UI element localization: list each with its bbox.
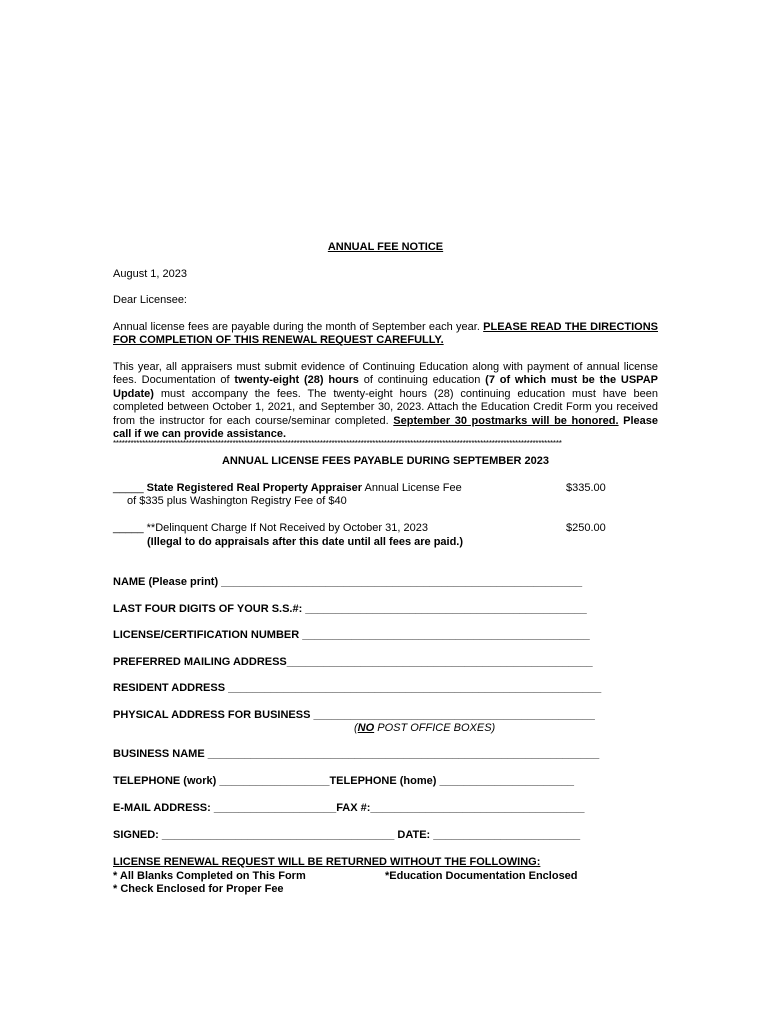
po-no: NO — [357, 722, 375, 734]
star-separator: ********************************************************************************************************************************************************** — [113, 440, 562, 446]
name-field[interactable]: NAME (Please print) ___________________________________________________________ — [113, 576, 583, 588]
fee-blank: _____ — [113, 482, 147, 494]
ssn-field[interactable]: LAST FOUR DIGITS OF YOUR S.S.#: ______________________________________________ — [113, 603, 587, 615]
resident-address-field[interactable]: RESIDENT ADDRESS _____________________________________________________________ — [113, 682, 602, 694]
fee-blank: _____ — [113, 522, 147, 534]
return-warning-heading: LICENSE RENEWAL REQUEST WILL BE RETURNED WITHOUT THE FOLLOWING: — [113, 856, 541, 868]
ce-text-1: This year, all appraisers must submit evidence of Continuing Education along with payment of annual license fees. Documentation of — [113, 361, 658, 387]
read-directions-warning: PLEASE READ THE DIRECTIONS FOR COMPLETION OF THIS RENEWAL REQUEST CAREFULLY. — [113, 321, 659, 347]
fee-item-registered — [113, 482, 462, 495]
requirement-check: * Check Enclosed for Proper Fee — [113, 883, 284, 895]
physical-address-field[interactable]: PHYSICAL ADDRESS FOR BUSINESS ______________________________________________ — [113, 709, 595, 721]
paragraph-continuing-education — [113, 361, 658, 441]
po-box-note — [354, 722, 495, 735]
po-text: POST OFFICE BOXES) — [374, 722, 496, 734]
license-number-field[interactable]: LICENSE/CERTIFICATION NUMBER _______________________________________________ — [113, 629, 590, 641]
requirement-blanks: * All Blanks Completed on This Form — [113, 870, 306, 882]
salutation: Dear Licensee: — [113, 294, 187, 306]
po-paren: ( — [354, 722, 358, 734]
assistance-note: Please call if we can provide assistance. — [113, 414, 658, 441]
business-name-field[interactable]: BUSINESS NAME ________________________________________________________________ — [113, 748, 600, 760]
fee-item-delinquent-sub: (Illegal to do appraisals after this date until all fees are paid.) — [147, 536, 464, 548]
fee-notice-page — [113, 0, 658, 1024]
ce-text-3: must accompany the fees. The twenty-eight hours (28) continuing education must have been completed between October 1, 2021, and September 30, 2023. Attach the Education Credit Form you received from the instructor for each course/seminar completed. — [113, 387, 658, 427]
fee-label: Annual License Fee — [362, 482, 462, 494]
email-fax-field[interactable]: E-MAIL ADDRESS: ____________________FAX #:___________________________________ — [113, 802, 585, 814]
fee-amount-registered: $335.00 — [566, 482, 606, 494]
fee-item-delinquent — [113, 522, 428, 535]
telephone-field[interactable]: TELEPHONE (work) __________________TELEPHONE (home) ______________________ — [113, 775, 575, 787]
signature-date-field[interactable]: SIGNED: ______________________________________ DATE: ________________________ — [113, 829, 581, 841]
postmark-note: September 30 postmarks will be honored. — [393, 414, 619, 427]
paragraph-payable-text: Annual license fees are payable during the month of September each year. — [113, 321, 484, 333]
requirement-education: *Education Documentation Enclosed — [385, 870, 578, 882]
notice-date: August 1, 2023 — [113, 268, 188, 280]
notice-title: ANNUAL FEE NOTICE — [327, 241, 444, 253]
ce-hours: twenty-eight (28) hours — [234, 374, 359, 387]
ce-uspap: (7 of which must be the USPAP Update) — [113, 374, 658, 400]
mailing-address-field[interactable]: PREFERRED MAILING ADDRESS__________________________________________________ — [113, 656, 593, 668]
fee-label: **Delinquent Charge If Not Received by October 31, 2023 — [146, 522, 428, 534]
paragraph-payable — [113, 321, 658, 348]
fee-item-registered-sub: of $335 plus Washington Registry Fee of $40 — [127, 495, 347, 507]
fee-label-bold: State Registered Real Property Appraiser — [146, 482, 363, 494]
ce-text-2: of continuing education — [358, 374, 486, 387]
fee-amount-delinquent: $250.00 — [566, 522, 606, 534]
fees-heading: ANNUAL LICENSE FEES PAYABLE DURING SEPTEMBER 2023 — [221, 455, 550, 467]
